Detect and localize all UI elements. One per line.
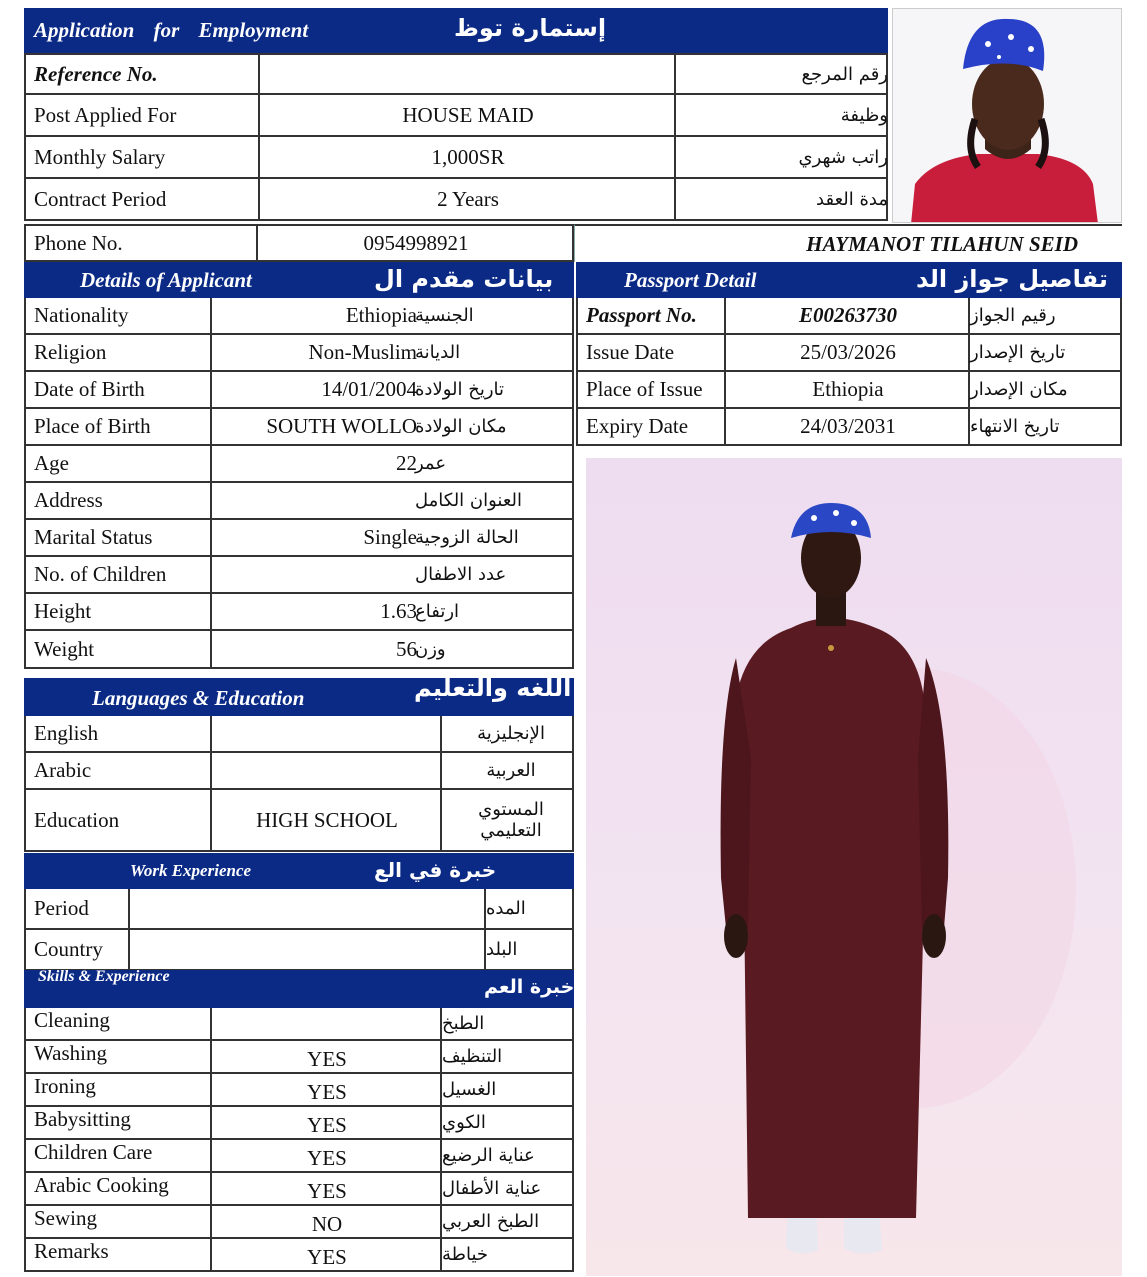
- applicant-row-label_ar: عمر: [415, 453, 447, 474]
- skills-row-value: YES: [210, 1140, 442, 1171]
- work-row: [24, 930, 574, 971]
- passport-row-label_ar: تاريخ الانتهاء: [968, 409, 1132, 444]
- applicant-section-title-en: Details of Applicant: [80, 268, 252, 292]
- skills-row-value: YES: [210, 1074, 442, 1105]
- work-section-header: [24, 853, 574, 889]
- skills-row-label_ar: التنظيف: [440, 1041, 572, 1072]
- applicant-row-value: [210, 557, 425, 592]
- applicant-row-value: Ethiopia: [210, 298, 425, 333]
- passport-row-label_ar: تاريخ الإصدار: [968, 335, 1132, 370]
- passport-row-label_ar: مكان الإصدار: [968, 372, 1132, 407]
- applicant-row-label_ar: الجنسية: [415, 305, 474, 326]
- skills-section-title-ar: خبرة العم: [484, 976, 575, 998]
- skills-row-value: [210, 1008, 442, 1039]
- skills-row: [24, 1173, 574, 1206]
- applicant-row-label_ar: الديانة: [415, 342, 461, 363]
- top-table-row-value: [258, 55, 676, 93]
- form-title-en: Application for Employment: [34, 18, 309, 42]
- skills-row-label_ar: عناية الأطفال: [440, 1173, 572, 1204]
- passport-row-value: 25/03/2026: [724, 335, 970, 370]
- skills-row: [24, 1140, 574, 1173]
- passport-row-value: 24/03/2031: [724, 409, 970, 444]
- skills-row-label_ar: الطبخ: [440, 1008, 572, 1039]
- skills-row: [24, 1107, 574, 1140]
- applicant-row: [24, 594, 574, 631]
- work-row: [24, 889, 574, 930]
- applicant-row-label: Height: [34, 599, 92, 623]
- skills-row-label_ar: عناية الرضيع: [440, 1140, 572, 1171]
- languages-row: [24, 716, 574, 753]
- top-table-row-label: Reference No.: [34, 61, 158, 86]
- languages-row-label: Arabic: [34, 758, 92, 782]
- applicant-row-label_ar: مكان الولادة: [415, 416, 507, 437]
- applicant-row-label: Marital Status: [34, 525, 153, 549]
- skills-row-label: Children Care: [34, 1140, 153, 1164]
- applicant-row: [24, 409, 574, 446]
- top-table-row-value: 1,000SR: [258, 137, 676, 177]
- skills-row: [24, 1041, 574, 1074]
- top-table-row-value: 2 Years: [258, 179, 676, 219]
- work-row-label: Period: [34, 896, 89, 920]
- skills-row-value: YES: [210, 1041, 442, 1072]
- top-table-row-label_ar: مدة العقد: [674, 179, 924, 219]
- applicant-row-label_ar: العنوان الكامل: [415, 490, 523, 511]
- skills-row-label: Remarks: [34, 1239, 109, 1263]
- top-table-row-label: Monthly Salary: [34, 144, 166, 169]
- phone-row: [24, 224, 574, 262]
- languages-row-label: English: [34, 721, 99, 745]
- skills-row-label_ar: الغسيل: [440, 1074, 572, 1105]
- applicant-section-title-ar: بيانات مقدم ال: [374, 265, 554, 293]
- applicant-row-label_ar: وزن: [415, 638, 446, 660]
- skills-row: [24, 1239, 574, 1272]
- top-table-row: [24, 53, 888, 95]
- applicant-section-header: [24, 262, 574, 298]
- applicant-row: [24, 446, 574, 483]
- top-table-row: [24, 179, 888, 221]
- applicant-row-label_ar: عدد الاطفال: [415, 564, 507, 585]
- applicant-row: [24, 520, 574, 557]
- applicant-row-label_ar: الحالة الزوجية: [415, 527, 519, 548]
- passport-row: [576, 372, 1122, 409]
- skills-row-label_ar: الكوي: [440, 1107, 572, 1138]
- applicant-row-value: 56: [210, 631, 425, 667]
- top-table-row-label: Contract Period: [34, 186, 167, 211]
- passport-row-label: Issue Date: [586, 340, 675, 364]
- skills-row-value: YES: [210, 1173, 442, 1204]
- top-table-row-label_ar: راتب شهري: [674, 137, 924, 177]
- top-table-row-label_ar: وظيفة: [674, 95, 924, 135]
- applicant-name: HAYMANOT TILAHUN SEID: [574, 224, 1122, 262]
- applicant-row: [24, 483, 574, 520]
- passport-row-label: Expiry Date: [586, 414, 689, 438]
- work-row-label_ar: البلد: [484, 930, 608, 969]
- passport-row-label_ar: رقيم الجواز: [968, 298, 1132, 333]
- passport-row: [576, 335, 1122, 372]
- languages-row: [24, 790, 574, 852]
- skills-row-label: Babysitting: [34, 1107, 131, 1131]
- applicant-row: [24, 557, 574, 594]
- applicant-row-label: Address: [34, 488, 103, 512]
- passport-row: [576, 298, 1122, 335]
- applicant-headshot-photo: [892, 8, 1122, 223]
- form-title-bar: [24, 8, 888, 53]
- languages-row-value: HIGH SCHOOL: [210, 790, 442, 850]
- passport-row: [576, 409, 1122, 446]
- skills-section-title-en: Skills & Experience: [38, 968, 170, 985]
- applicant-row: [24, 631, 574, 669]
- applicant-row-label: Age: [34, 451, 69, 475]
- work-section-title-ar: خبرة في الع: [374, 858, 497, 882]
- work-row-label_ar: المده: [484, 889, 608, 928]
- applicant-row-label_ar: ارتفاع: [415, 601, 460, 622]
- form-title-ar: إستمارة توظ: [454, 14, 607, 42]
- applicant-row-value: [210, 483, 425, 518]
- applicant-row-label: Date of Birth: [34, 377, 145, 401]
- languages-row-value: [210, 753, 442, 788]
- languages-row-label_ar: المستوي التعليمي: [440, 790, 594, 850]
- skills-row-label: Ironing: [34, 1074, 96, 1098]
- skills-row-label: Cleaning: [34, 1008, 110, 1032]
- skills-section-header: [24, 970, 574, 1008]
- applicant-row-value: 22: [210, 446, 425, 481]
- applicant-row-label_ar: تاريخ الولادة: [415, 379, 505, 400]
- applicant-row: [24, 335, 574, 372]
- applicant-full-body-photo: [586, 458, 1122, 1276]
- applicant-row-label: Weight: [34, 636, 95, 661]
- applicant-row-label: Nationality: [34, 303, 129, 327]
- applicant-row-value: Non-Muslim: [210, 335, 425, 370]
- top-table-row: [24, 95, 888, 137]
- applicant-row-value: 14/01/2004: [210, 372, 425, 407]
- skills-row-label: Washing: [34, 1041, 107, 1065]
- applicant-row-label: Place of Birth: [34, 414, 151, 438]
- applicant-row-value: 1.63: [210, 594, 425, 629]
- languages-row-value: [210, 716, 442, 751]
- skills-row-value: NO: [210, 1206, 442, 1237]
- languages-section-header: [24, 674, 574, 716]
- passport-row-value: Ethiopia: [724, 372, 970, 407]
- phone-value: 0954998921: [256, 226, 574, 260]
- languages-row-label: Education: [34, 807, 120, 832]
- languages-section-title-ar: اللغه والتعليم: [414, 674, 572, 702]
- work-row-value: [128, 930, 486, 969]
- skills-row-label_ar: الطبخ العربي: [440, 1206, 572, 1237]
- languages-row-label_ar: الإنجليزية: [440, 716, 594, 751]
- languages-row-label_ar: العربية: [440, 753, 594, 788]
- languages-row: [24, 753, 574, 790]
- top-table-row-label: Post Applied For: [34, 102, 177, 127]
- skills-row-value: YES: [210, 1239, 442, 1270]
- skills-row-label_ar: خياطة: [440, 1239, 572, 1270]
- applicant-row-value: Single: [210, 520, 425, 555]
- applicant-row-value: SOUTH WOLLO: [210, 409, 425, 444]
- passport-row-label: Passport No.: [586, 303, 697, 327]
- applicant-row-label: Religion: [34, 340, 107, 364]
- applicant-row: [24, 372, 574, 409]
- skills-row-label: Sewing: [34, 1206, 97, 1230]
- skills-row: [24, 1008, 574, 1041]
- skills-row-value: YES: [210, 1107, 442, 1138]
- applicant-row-label: No. of Children: [34, 562, 167, 586]
- applicant-row: [24, 298, 574, 335]
- passport-section-header: [576, 262, 1122, 298]
- skills-row-label: Arabic Cooking: [34, 1173, 169, 1197]
- work-row-label: Country: [34, 937, 103, 961]
- skills-row: [24, 1074, 574, 1107]
- skills-row: [24, 1206, 574, 1239]
- passport-section-title-en: Passport Detail: [624, 268, 757, 292]
- work-section-title-en: Work Experience: [130, 861, 252, 880]
- phone-label: Phone No.: [34, 230, 123, 255]
- passport-row-value: E00263730: [724, 298, 970, 333]
- top-table-row: [24, 137, 888, 179]
- work-row-value: [128, 889, 486, 928]
- languages-section-title-en: Languages & Education: [92, 686, 305, 710]
- top-table-row-value: HOUSE MAID: [258, 95, 676, 135]
- top-table-row-label_ar: رقم المرجع: [674, 55, 924, 93]
- passport-row-label: Place of Issue: [586, 377, 703, 401]
- passport-section-title-ar: تفاصيل جواز الد: [916, 265, 1108, 293]
